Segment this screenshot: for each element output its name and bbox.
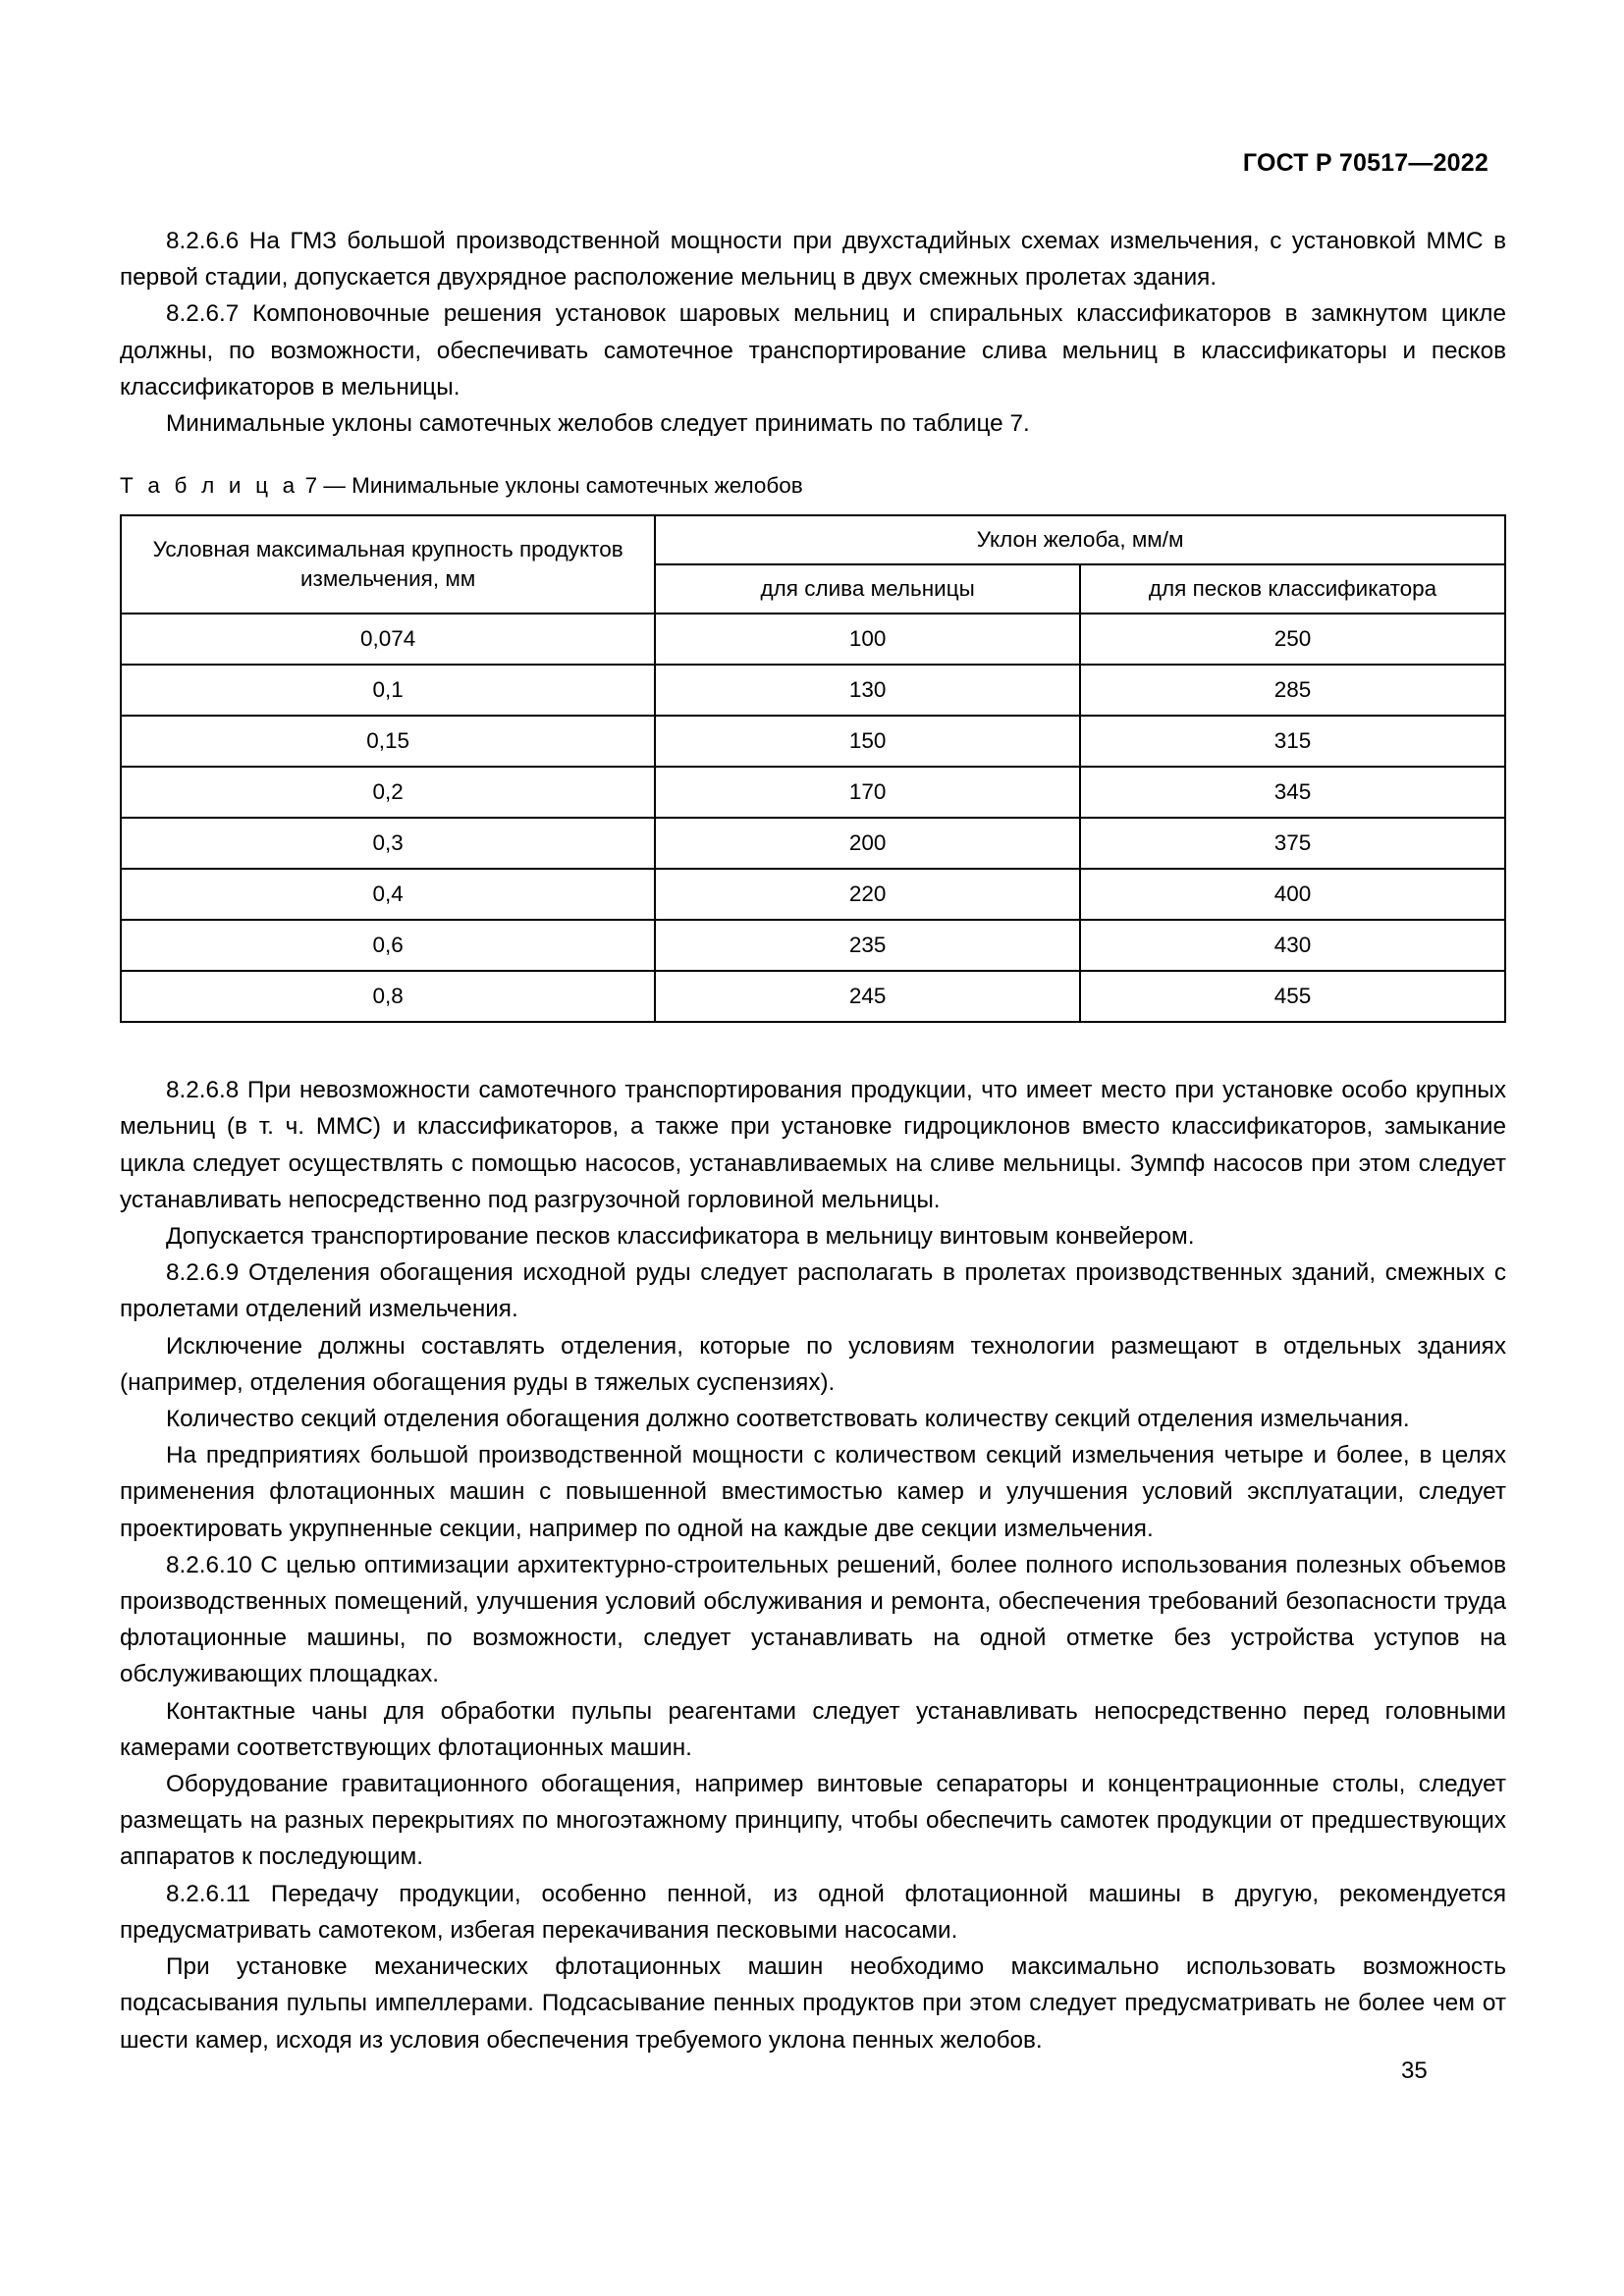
table-bottom-spacer [120, 1023, 1506, 1072]
cell-mill-overflow: 100 [655, 614, 1080, 665]
table-caption-title: Минимальные уклоны самотечных желобов [352, 473, 803, 499]
paragraph-screw-conveyor: Допускается транспортирование песков классификатора в мельницу винтовым конвейером. [166, 1223, 1195, 1251]
paragraph-8-2-6-7: 8.2.6.7 Компоновочные решения установок шаровых мельниц и спиральных классификаторов в замкнутом цикле должны, по возможности, обеспечивать самотечное транспортирование слива мельниц в классификаторы и песков классификаторов в мельницы. [120, 300, 1506, 400]
table-row [121, 818, 1505, 869]
cell-classifier-sands: 400 [1080, 869, 1505, 920]
paragraph-mechanical-flotation: При установке механических флотационных машин необходимо максимально использовать возможность подсасывания пульпы импеллерами. Подсасывание пенных продуктов при этом следует предусматривать не более чем от шести камер, исходя из условия обеспечения требуемого уклона пенных желобов. [120, 1953, 1506, 2054]
table-head [121, 515, 1505, 614]
table-row [121, 920, 1505, 971]
cell-mill-overflow: 235 [655, 920, 1080, 971]
paragraph-section-count: Количество секций отделения обогащения должно соответствовать количеству секций отделения измельчания. [166, 1406, 1410, 1433]
paragraph-contact-tanks: Контактные чаны для обработки пульпы реагентами следует устанавливать непосредственно перед головными камерами соответствующих флотационных машин. [120, 1697, 1506, 1761]
cell-size: 0,1 [121, 665, 655, 716]
cell-size: 0,074 [121, 614, 655, 665]
cell-mill-overflow: 245 [655, 971, 1080, 1022]
cell-classifier-sands: 345 [1080, 767, 1505, 818]
running-header-standard-number: ГОСТ Р 70517—2022 [1242, 149, 1489, 177]
cell-size: 0,8 [121, 971, 655, 1022]
cell-classifier-sands: 430 [1080, 920, 1505, 971]
paragraph-exception-separate-buildings: Исключение должны составлять отделения, которые по условиям технологии размещают в отдельных зданиях (например, отделения обогащения руды в тяжелых суспензиях). [120, 1332, 1506, 1396]
table-header-mill-overflow: для слива мельницы [655, 564, 1080, 614]
paragraph-8-2-6-9: 8.2.6.9 Отделения обогащения исходной руды следует располагать в пролетах производственных зданий, смежных с пролетами отделений измельчения. [120, 1259, 1506, 1323]
cell-size: 0,15 [121, 716, 655, 767]
paragraph-min-slopes-reference: Минимальные уклоны самотечных желобов следует принимать по таблице 7. [166, 410, 1030, 438]
table-row [121, 971, 1505, 1022]
table-7-minimum-slopes [120, 514, 1506, 1023]
table-row [121, 869, 1505, 920]
table-header-classifier-sands: для песков классификатора [1080, 564, 1505, 614]
table-caption-number: 7 [304, 473, 318, 499]
paragraph-8-2-6-11: 8.2.6.11 Передачу продукции, особенно пенной, из одной флотационной машины в другую, рекомендуется предусматривать самотеком, избегая перекачивания песковыми насосами. [120, 1880, 1506, 1944]
table-header-product-size: Условная максимальная крупность продуктов измельчения, мм [121, 515, 655, 614]
cell-size: 0,2 [121, 767, 655, 818]
paragraph-8-2-6-8: 8.2.6.8 При невозможности самотечного транспортирования продукции, что имеет место при установке особо крупных мельниц (в т. ч. ММС) и классификаторов, а также при установке гидроциклонов вместо классификаторов, замыкание цикла следует осуществлять с помощью насосов, устанавливаемых на сливе мельницы. Зумпф насосов при этом следует устанавливать непосредственно под разгрузочной горловиной мельницы. [120, 1077, 1506, 1213]
table-body [121, 614, 1505, 1022]
cell-mill-overflow: 150 [655, 716, 1080, 767]
table-header-chute-slope-group: Уклон желоба, мм/м [655, 515, 1505, 564]
cell-mill-overflow: 220 [655, 869, 1080, 920]
table-7-caption [120, 442, 1506, 514]
table-row [121, 767, 1505, 818]
cell-classifier-sands: 250 [1080, 614, 1505, 665]
paragraph-8-2-6-10: 8.2.6.10 С целью оптимизации архитектурно-строительных решений, более полного использования полезных объемов производственных помещений, улучшения условий обслуживания и ремонта, обеспечения требований безопасности труда флотационные машины, по возможности, следует устанавливать на одной отметке без устройства уступов на обслуживающих площадках. [120, 1551, 1506, 1688]
cell-classifier-sands: 285 [1080, 665, 1505, 716]
cell-classifier-sands: 455 [1080, 971, 1505, 1022]
cell-mill-overflow: 130 [655, 665, 1080, 716]
cell-mill-overflow: 170 [655, 767, 1080, 818]
paragraph-gravity-equipment: Оборудование гравитационного обогащения, например винтовые сепараторы и концентрационные столы, следует размещать на разных перекрытиях по многоэтажному принципу, чтобы обеспечить самотек продукции от предшествующих аппаратов к последующим. [120, 1771, 1506, 1871]
cell-size: 0,4 [121, 869, 655, 920]
cell-mill-overflow: 200 [655, 818, 1080, 869]
page-content [120, 223, 1506, 2058]
cell-classifier-sands: 315 [1080, 716, 1505, 767]
table-caption-dash: — [323, 473, 346, 499]
table-row [121, 665, 1505, 716]
paragraph-8-2-6-6: 8.2.6.6 На ГМЗ большой производственной мощности при двухстадийных схемах измельчения, с установкой ММС в первой стадии, допускается двухрядное расположение мельниц в двух смежных пролетах здания. [120, 228, 1506, 292]
page-number: 35 [1401, 2057, 1428, 2084]
cell-size: 0,3 [121, 818, 655, 869]
cell-classifier-sands: 375 [1080, 818, 1505, 869]
paragraph-large-capacity-plants: На предприятиях большой производственной мощности с количеством секций измельчения четыре и более, в целях применения флотационных машин с повышенной вместимостью камер и улучшения условий эксплуатации, следует проектировать укрупненные секции, например по одной на каждые две секции измельчения. [120, 1442, 1506, 1542]
cell-size: 0,6 [121, 920, 655, 971]
table-row [121, 716, 1505, 767]
table-header-row-1 [121, 515, 1505, 564]
table-caption-prefix: Т а б л и ц а [120, 473, 299, 499]
table-row [121, 614, 1505, 665]
